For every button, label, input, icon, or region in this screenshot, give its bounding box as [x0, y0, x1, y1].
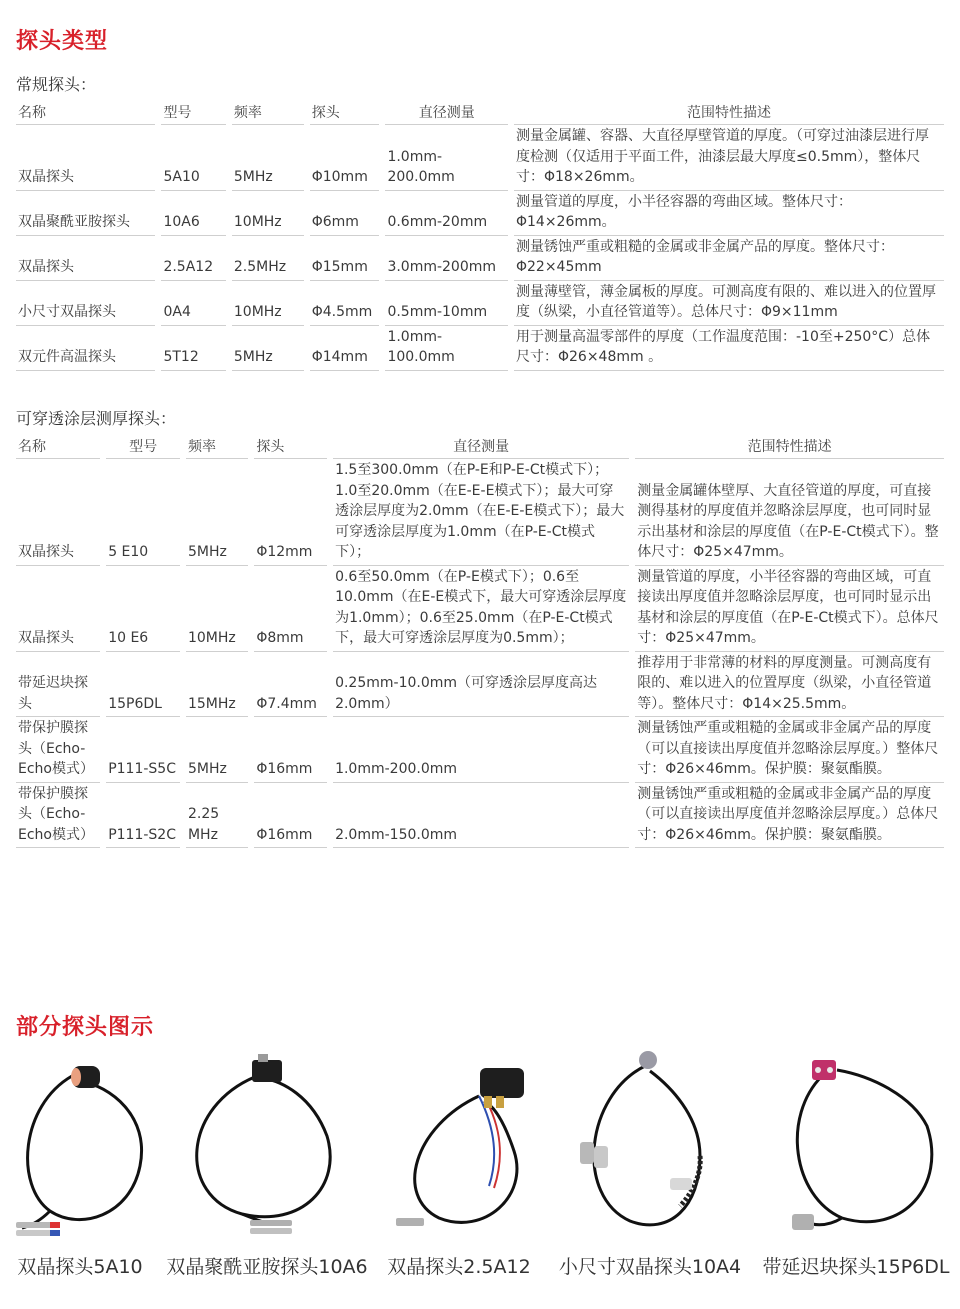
cell-name: 双晶探头 [16, 566, 100, 652]
section-title-probe-images: 部分探头图示 [16, 1015, 155, 1040]
probe-cable-icon [384, 1046, 534, 1246]
table-row [16, 783, 944, 849]
table-row [16, 566, 944, 652]
cell-frequency: 5MHz [232, 326, 304, 371]
cell-range: 0.6mm-20mm [385, 191, 508, 236]
cell-name: 双晶探头 [16, 459, 100, 566]
cell-range: 0.5mm-10mm [385, 281, 508, 326]
cell-description: 用于测量高温零部件的厚度（工作温度范围：-10至+250°C）总体尺寸：Φ26×48mm 。 [514, 326, 944, 371]
probe-photo-10a6 [162, 1046, 372, 1296]
table-row [16, 326, 944, 371]
cell-probe: Φ8mm [254, 566, 327, 652]
cell-range: 0.6至50.0mm（在P-E模式下）；0.6至10.0mm（在E-E模式下，最大可穿透涂层厚度为1.0mm）；0.6至25.0mm（在P-E-Ct模式下，最大可穿透涂层厚度为0.5mm）； [333, 566, 629, 652]
probe-cable-icon [10, 1046, 150, 1246]
cell-model: 10A6 [161, 191, 225, 236]
probe-cable-icon [162, 1046, 372, 1246]
table-row [16, 236, 944, 281]
cell-range: 0.25mm-10.0mm（可穿透涂层厚度高达2.0mm） [333, 652, 629, 718]
header-name: 名称 [16, 432, 100, 459]
cell-name: 带延迟块探头 [16, 652, 100, 718]
cell-name: 双晶探头 [16, 125, 155, 191]
cell-description: 测量锈蚀严重或粗糙的金属或非金属产品的厚度（可以直接读出厚度值并忽略涂层厚度。）总体尺寸：Φ26×46mm。保护膜：聚氨酯膜。 [635, 783, 944, 849]
probe-cable-icon [550, 1046, 750, 1246]
cell-frequency: 2.5MHz [232, 236, 304, 281]
cell-frequency: 15MHz [186, 652, 248, 718]
cell-range: 1.0mm-200.0mm [385, 125, 508, 191]
cell-range: 2.0mm-150.0mm [333, 783, 629, 849]
regular-probes-title: 常规探头： [16, 75, 97, 94]
probe-caption: 双晶探头5A10 [17, 1256, 143, 1278]
cell-probe: Φ12mm [254, 459, 327, 566]
cell-frequency: 5MHz [232, 125, 304, 191]
table-row [16, 281, 944, 326]
probe-photo-15p6dl [762, 1046, 950, 1296]
cell-name: 带保护膜探头（Echo-Echo模式） [16, 717, 100, 783]
cell-range: 1.0mm-200.0mm [333, 717, 629, 783]
probe-head [480, 1068, 524, 1098]
cell-name: 小尺寸双晶探头 [16, 281, 155, 326]
table-row [16, 459, 944, 566]
probe-photo-2-5a12 [384, 1046, 534, 1296]
cell-description: 测量薄壁管，薄金属板的厚度。可测高度有限的、难以进入的位置厚度（纵梁，小直径管道等）。总体尺寸：Φ9×11mm [514, 281, 944, 326]
table-header-row [16, 432, 944, 459]
cell-probe: Φ15mm [310, 236, 380, 281]
cell-frequency: 10MHz [232, 281, 304, 326]
cell-description: 测量锈蚀严重或粗糙的金属或非金属产品的厚度（可以直接读出厚度值并忽略涂层厚度。）整体尺寸：Φ26×46mm。保护膜：聚氨酯膜。 [635, 717, 944, 783]
coating-probes-title: 可穿透涂层测厚探头： [16, 409, 177, 428]
cell-model: P111-S2C [106, 783, 180, 849]
header-description: 范围特性描述 [514, 98, 944, 125]
cell-name: 双元件高温探头 [16, 326, 155, 371]
cell-model: 5 E10 [106, 459, 180, 566]
cell-description: 测量管道的厚度，小半径容器的弯曲区域，可直接读出厚度值并忽略涂层厚度，也可同时显示出基材和涂层的厚度值（在P-E-Ct模式下）。总体尺寸：Φ25×47mm。 [635, 566, 944, 652]
cell-name: 双晶聚酰亚胺探头 [16, 191, 155, 236]
probe-photo-10a4 [550, 1046, 750, 1296]
cell-model: 0A4 [161, 281, 225, 326]
cell-frequency: 5MHz [186, 717, 248, 783]
table-row [16, 652, 944, 718]
table-row [16, 717, 944, 783]
header-probe: 探头 [310, 98, 380, 125]
cell-range: 1.0mm-100.0mm [385, 326, 508, 371]
cell-probe: Φ6mm [310, 191, 380, 236]
table-row [16, 125, 944, 191]
header-frequency: 频率 [186, 432, 248, 459]
cell-model: 15P6DL [106, 652, 180, 718]
probe-caption: 双晶探头2.5A12 [387, 1256, 531, 1278]
header-diameter: 直径测量 [333, 432, 629, 459]
probe-photo-5a10 [10, 1046, 150, 1296]
cell-frequency: 5MHz [186, 459, 248, 566]
probe-caption: 小尺寸双晶探头10A4 [558, 1256, 742, 1278]
cell-frequency: 2.25 MHz [186, 783, 248, 849]
cell-frequency: 10MHz [232, 191, 304, 236]
cell-range: 3.0mm-200mm [385, 236, 508, 281]
cell-range: 1.5至300.0mm（在P-E和P-E-Ct模式下）；1.0至20.0mm（在E-E-E模式下）；最大可穿透涂层厚度为2.0mm（在E-E-E模式下）；最大可穿透涂层厚度为1.0mm（在P-E-Ct模式下）； [333, 459, 629, 566]
header-probe: 探头 [254, 432, 327, 459]
table-row [16, 191, 944, 236]
cell-name: 双晶探头 [16, 236, 155, 281]
probe-cable-icon [762, 1046, 950, 1246]
cell-probe: Φ7.4mm [254, 652, 327, 718]
cell-model: 5A10 [161, 125, 225, 191]
probe-gallery [10, 1046, 950, 1296]
cell-model: 5T12 [161, 326, 225, 371]
cell-model: 2.5A12 [161, 236, 225, 281]
cell-model: 10 E6 [106, 566, 180, 652]
probe-caption: 双晶聚酰亚胺探头10A6 [166, 1256, 368, 1278]
header-diameter: 直径测量 [385, 98, 508, 125]
cell-probe: Φ16mm [254, 783, 327, 849]
cell-description: 推荐用于非常薄的材料的厚度测量。可测高度有限的、难以进入的位置厚度（纵梁，小直径管道等）。整体尺寸：Φ14×25.5mm。 [635, 652, 944, 718]
header-description: 范围特性描述 [635, 432, 944, 459]
cell-probe: Φ10mm [310, 125, 380, 191]
probe-head [639, 1051, 657, 1069]
cell-description: 测量锈蚀严重或粗糙的金属或非金属产品的厚度。整体尺寸：Φ22×45mm [514, 236, 944, 281]
cell-description: 测量管道的厚度，小半径容器的弯曲区域。整体尺寸：Φ14×26mm。 [514, 191, 944, 236]
cell-probe: Φ4.5mm [310, 281, 380, 326]
cell-description: 测量金属罐、容器、大直径厚壁管道的厚度。（可穿过油漆层进行厚度检测（仅适用于平面工件，油漆层最大厚度≤0.5mm），整体尺寸：Φ18×26mm。 [514, 125, 944, 191]
probe-head [252, 1060, 282, 1082]
cell-probe: Φ16mm [254, 717, 327, 783]
cell-model: P111-S5C [106, 717, 180, 783]
probe-caption: 带延迟块探头15P6DL [762, 1256, 950, 1278]
section-title-probe-types: 探头类型 [16, 29, 109, 54]
header-frequency: 频率 [232, 98, 304, 125]
regular-probe-table [10, 98, 950, 371]
header-model: 型号 [161, 98, 225, 125]
coating-probe-table [10, 432, 950, 848]
cell-probe: Φ14mm [310, 326, 380, 371]
header-name: 名称 [16, 98, 155, 125]
cell-description: 测量金属罐体壁厚、大直径管道的厚度，可直接测得基材的厚度值并忽略涂层厚度，也可同时显示出基材和涂层的厚度值（在P-E-Ct模式下）。整体尺寸：Φ25×47mm。 [635, 459, 944, 566]
header-model: 型号 [106, 432, 180, 459]
cell-name: 带保护膜探头（Echo-Echo模式） [16, 783, 100, 849]
table-header-row [16, 98, 944, 125]
cell-frequency: 10MHz [186, 566, 248, 652]
